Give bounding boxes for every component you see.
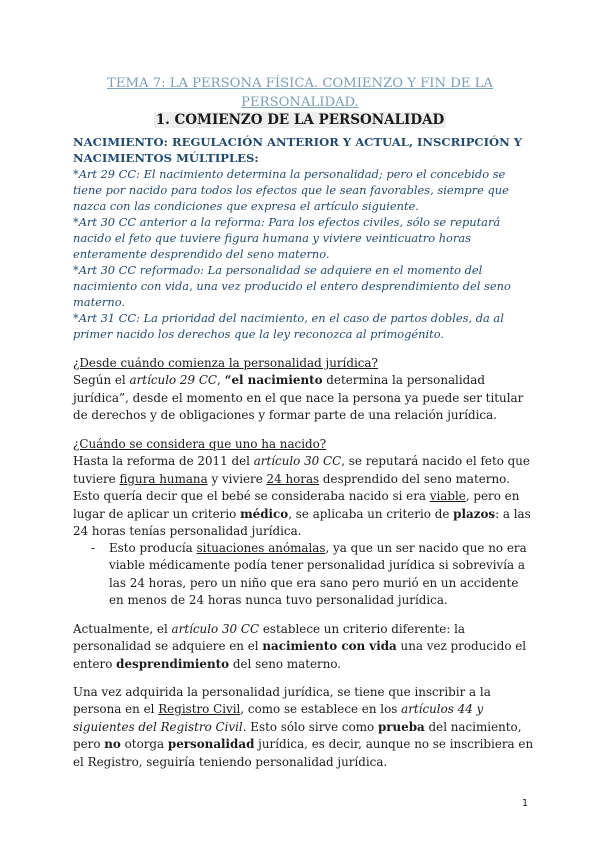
article-31-quote: *Art 31 CC: La prioridad del nacimiento, en el caso de partos dobles, da al primer nacido los derechos que la ley reconozca al primogénito. (73, 311, 504, 341)
question-1: ¿Desde cuándo comienza la personalidad jurídica? (73, 356, 378, 370)
subheading-line-1: NACIMIENTO: REGULACIÓN ANTERIOR Y ACTUAL, INSCRIPCIÓN Y (73, 135, 523, 149)
section-heading (70, 111, 530, 130)
paragraph-registro (73, 684, 535, 771)
page-number: 1 (522, 798, 529, 809)
answer-2-text: y viviere (207, 471, 267, 486)
answer-1-text: determina la personalidad jurídica” (73, 373, 485, 405)
article-ref: artículo 30 CC (171, 622, 260, 636)
answer-2-text: desprendido del seno materno. Esto quería decir que el bebé se consideraba nacido si era (73, 471, 510, 504)
article-30-new-quote: *Art 30 CC reformado: La personalidad se adquiere en el momento del nacimiento con vida, una vez producido el entero desprendimiento del seno materno. (73, 263, 511, 309)
underline-registro-civil: Registro Civil (158, 702, 241, 717)
answer-2-underline-figura: figura humana (119, 471, 208, 486)
title-line-1: TEMA 7: LA PERSONA FÍSICA. COMIENZO Y FIN DE LA (107, 76, 493, 91)
answer-2 (73, 453, 535, 540)
subheading-line-2: NACIMIENTOS MÚLTIPLES: (73, 151, 259, 165)
answer-2-underline-24h: 24 horas (266, 471, 320, 486)
answer-2-bold-plazos: plazos (453, 506, 496, 521)
paragraph-text: . Esto sólo sirve como (242, 719, 378, 734)
question-1-block (73, 355, 535, 425)
subheading (73, 134, 533, 166)
answer-1-article-ref: artículo 29 CC (129, 373, 218, 388)
bold-prueba: prueba (377, 719, 425, 734)
bold-desprendimiento: desprendimiento (116, 656, 230, 671)
paragraph-text: del nacimiento, pero (73, 719, 522, 752)
bullet-text-part: , ya que un ser nacido que no era viable médicamente podía tener personalidad jurídica si sobrevivía a las 24 horas, pero un niño que era sano pero murió en un accidente en menos de 24 horas nunca tuvo personalidad jurídica. (109, 541, 527, 608)
paragraph-text: jurídica, es decir, aunque no se inscribiera en el Registro, seguiría teniendo personalidad jurídica. (73, 737, 534, 769)
bullet-dash: - (91, 541, 96, 555)
paragraph-registro-text (73, 684, 535, 771)
answer-1-text: , (217, 373, 225, 388)
article-30-old-quote: *Art 30 CC anterior a la reforma: Para los efectos civiles, sólo se reputará nacido el feto que tuviere figura humana y viviere veinticuatro horas enteramente desprendido del seno materno. (73, 215, 501, 261)
bold-personalidad: personalidad (167, 737, 255, 752)
paragraph-actual (73, 621, 535, 673)
answer-1 (73, 372, 535, 424)
answer-1-text: , desde el momento en el que nace la persona ya puede ser titular de derechos y de obligaciones y formar parte de una relación jurídica. (73, 390, 524, 423)
answer-2-article-ref: artículo 30 CC (253, 454, 342, 469)
answer-2-text: , se reputará nacido el feto que tuviere (73, 454, 530, 486)
paragraph-text: Una vez adquirida la personalidad jurídica, se tiene que inscribir a la persona en el (73, 685, 491, 717)
question-2: ¿Cuándo se considera que uno ha nacido? (73, 437, 327, 451)
answer-2-text: Hasta la reforma de 2011 del (73, 454, 254, 469)
answer-1-bold-nacimiento: nacimiento (247, 373, 323, 388)
answer-1-quote-open: “el (224, 373, 248, 388)
answer-2-bold-medico: médico (240, 506, 289, 521)
bullet-underline: situaciones anómalas (196, 541, 326, 555)
title-line-2: PERSONALIDAD. (241, 95, 359, 110)
bold-no: no (104, 737, 121, 752)
paragraph-text: , como se establece en los (240, 702, 402, 717)
article-ref: artículos 44 y siguientes del Registro Civil (73, 702, 484, 734)
paragraph-text: otorga (120, 737, 168, 752)
paragraph-text: del seno materno. (229, 656, 342, 671)
bullet-item (91, 540, 535, 610)
question-2-block (73, 436, 535, 540)
paragraph-text: Actualmente, el (73, 622, 172, 636)
bullet-text-part: Esto producía (109, 541, 197, 555)
paragraph-text: establece un criterio diferente: la personalidad se adquiere en el (73, 622, 465, 654)
answer-2-text: : a las 24 horas tenías personalidad jurídica. (73, 506, 531, 539)
answer-1-text: Según el (73, 373, 130, 388)
answer-2-underline-viable: viable (429, 489, 466, 504)
document-title (70, 74, 530, 112)
answer-2-text: , se aplicaba un criterio de (288, 506, 454, 521)
section-heading-text: 1. COMIENZO DE LA PERSONALIDAD (155, 112, 445, 128)
paragraph-actual-text (73, 621, 535, 673)
answer-2-text: , pero en lugar de aplicar un criterio (73, 489, 520, 521)
bullet-text (109, 540, 535, 610)
paragraph-text: una vez producido el entero (73, 639, 527, 671)
bold-nacimiento-con-vida: nacimiento con vida (262, 639, 397, 654)
article-29-quote: *Art 29 CC: El nacimiento determina la personalidad; pero el concebido se tiene por nacido para todos los efectos que le sean favorables, siempre que nazca con las condiciones que expresa el artículo siguiente. (73, 167, 509, 213)
article-quotes (73, 166, 535, 342)
